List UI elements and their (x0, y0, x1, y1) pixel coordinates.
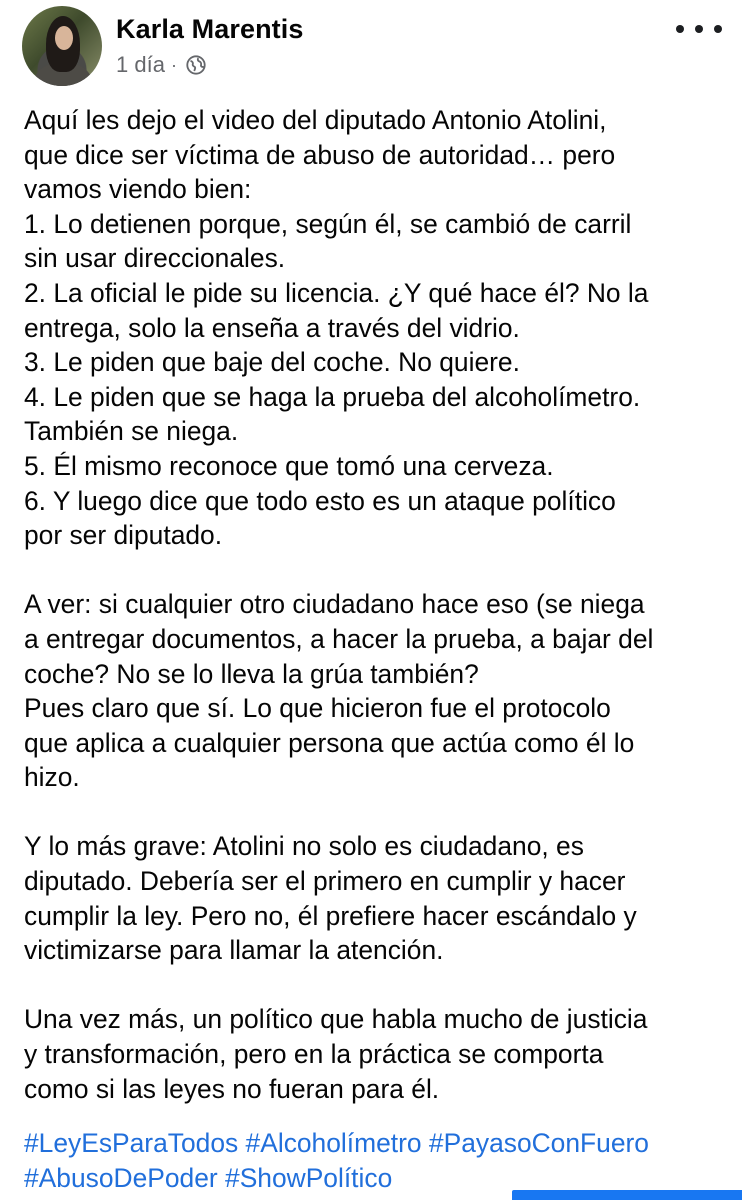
post-text-line: sin usar direccionales. (24, 243, 286, 274)
post-text-line: diputado. Debería ser el primero en cumplir y hacer (24, 866, 626, 897)
hashtag-link[interactable]: #Alcoholímetro (245, 1128, 422, 1158)
scroll-indicator (512, 1190, 742, 1200)
post-text-line: cumplir la ley. Pero no, él prefiere hacer escándalo y (24, 900, 637, 931)
post-text-line: También se niega. (24, 416, 239, 447)
post-text-line: 1. Lo detienen porque, según él, se cambió de carril (24, 208, 632, 239)
more-dot-icon (695, 25, 703, 33)
post-text-line: A ver: si cualquier otro ciudadano hace eso (se niega (24, 589, 645, 620)
post-text-line: a entregar documentos, a hacer la prueba, a bajar del (24, 623, 654, 654)
post-meta (116, 52, 207, 78)
post-text-line: 3. Le piden que baje del coche. No quiere. (24, 347, 520, 378)
paragraph-gap (24, 968, 736, 1003)
paragraph-gap (24, 795, 736, 830)
post-text-line: como si las leyes no fueran para él. (24, 1073, 440, 1104)
more-dot-icon (714, 25, 722, 33)
post-text-line: que aplica a cualquier persona que actúa como él lo (24, 727, 635, 758)
hashtag-link[interactable]: #PayasoConFuero (428, 1128, 649, 1158)
post-hashtags (24, 1126, 736, 1195)
post-text-line: 4. Le piden que se haga la prueba del alcoholímetro. (24, 381, 641, 412)
post-text-line: por ser diputado. (24, 520, 223, 551)
post-header (0, 0, 742, 100)
post-text-line: Pues claro que sí. Lo que hicieron fue el protocolo (24, 693, 611, 724)
post-timestamp[interactable]: 1 día (116, 52, 165, 77)
more-dot-icon (676, 25, 684, 33)
post-text-line: 2. La oficial le pide su licencia. ¿Y qué hace él? No la (24, 277, 649, 308)
hashtag-link[interactable]: #ShowPolítico (225, 1162, 393, 1193)
post-text-line: entrega, solo la enseña a través del vidrio. (24, 312, 520, 343)
globe-icon (185, 54, 207, 76)
post-text-line: que dice ser víctima de abuso de autoridad… pero (24, 139, 616, 170)
post-body (24, 103, 736, 1141)
post-text-line: victimizarse para llamar la atención. (24, 935, 444, 966)
post-text-line: Y lo más grave: Atolini no solo es ciudadano, es (24, 831, 584, 862)
post-text-line: vamos viendo bien: (24, 174, 252, 205)
hashtag-link[interactable]: #AbusoDePoder (24, 1162, 218, 1193)
paragraph-gap (24, 553, 736, 588)
post-text-line: coche? No se lo lleva la grúa también? (24, 658, 479, 689)
post-text-line: y transformación, pero en la práctica se comporta (24, 1039, 604, 1070)
post-text-line: Una vez más, un político que habla mucho de justicia (24, 1004, 648, 1035)
meta-separator: · (170, 54, 177, 75)
post-text-line: hizo. (24, 762, 80, 793)
author-name[interactable]: Karla Marentis (116, 14, 304, 44)
post-text-line: Aquí les dejo el video del diputado Antonio Atolini, (24, 105, 607, 135)
more-options-button[interactable] (676, 14, 722, 44)
hashtag-row (24, 1126, 736, 1161)
post-text-line: 5. Él mismo reconoce que tomó una cerveza. (24, 450, 554, 481)
post-text-line: 6. Y luego dice que todo esto es un ataque político (24, 485, 616, 516)
avatar[interactable] (22, 6, 102, 86)
hashtag-link[interactable]: #LeyEsParaTodos (24, 1128, 239, 1158)
